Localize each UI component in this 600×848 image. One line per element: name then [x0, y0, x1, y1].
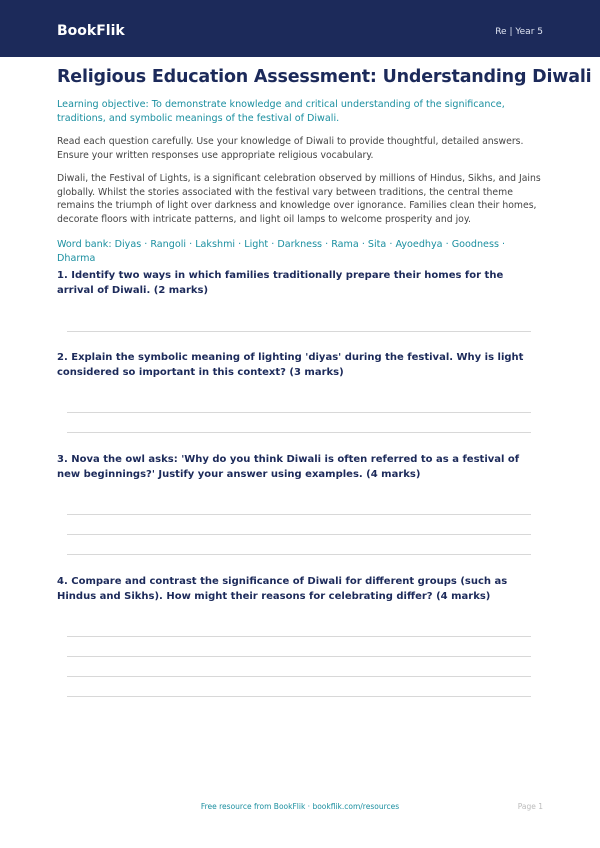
subject-year-label: Re | Year 5: [495, 27, 543, 37]
footer-resource-link[interactable]: Free resource from BookFlik · bookflik.com/resources: [200, 802, 400, 811]
answer-line[interactable]: [67, 696, 531, 697]
question-3: 3. Nova the owl asks: 'Why do you think Diwali is often referred to as a festival of new beginnings?' Justify your answer using examples. (4 marks): [57, 454, 520, 480]
answer-line[interactable]: [67, 656, 531, 657]
answer-line[interactable]: [67, 514, 531, 515]
intro-section: [57, 66, 592, 265]
answer-line[interactable]: [67, 676, 531, 677]
header-bar: [0, 0, 600, 57]
question-2: 2. Explain the symbolic meaning of lighting 'diyas' during the festival. Why is light considered so important in this context? (3 marks): [57, 352, 524, 378]
answer-line[interactable]: [67, 554, 531, 555]
learning-objective: Learning objective: To demonstrate knowledge and critical understanding of the significance, traditions, and symbolic meanings of the festival of Diwali.: [57, 99, 505, 124]
instructions: Read each question carefully. Use your knowledge of Diwali to provide thoughtful, detailed answers. Ensure your written responses use appropriate religious vocabulary.: [57, 136, 524, 161]
question-4: 4. Compare and contrast the significance of Diwali for different groups (such as Hindus and Sikhs). How might their reasons for celebrating differ? (4 marks): [57, 576, 508, 602]
context-paragraph: Diwali, the Festival of Lights, is a significant celebration observed by millions of Hindus, Sikhs, and Jains globally. Whilst the stories associated with the festival vary between traditions, the central theme remains the triumph of light over darkness and knowledge over ignorance. Families clean their homes, decorate floors with intricate patterns, and light oil lamps to welcome prosperity and joy.: [57, 173, 541, 225]
question-1: 1. Identify two ways in which families traditionally prepare their homes for the arrival of Diwali. (2 marks): [57, 270, 504, 296]
answer-line[interactable]: [67, 636, 531, 637]
answer-line[interactable]: [67, 432, 531, 433]
brand-logo: BookFlik: [57, 23, 125, 39]
answer-line[interactable]: [67, 534, 531, 535]
answer-line[interactable]: [67, 412, 531, 413]
page-number: Page 1: [517, 802, 543, 811]
page-title: Religious Education Assessment: Understanding Diwali: [57, 67, 592, 87]
answer-line[interactable]: [67, 331, 531, 332]
word-bank: Word bank: Diyas · Rangoli · Lakshmi · Light · Darkness · Rama · Sita · Ayoedhya · Goodness · Dharma: [57, 239, 506, 264]
